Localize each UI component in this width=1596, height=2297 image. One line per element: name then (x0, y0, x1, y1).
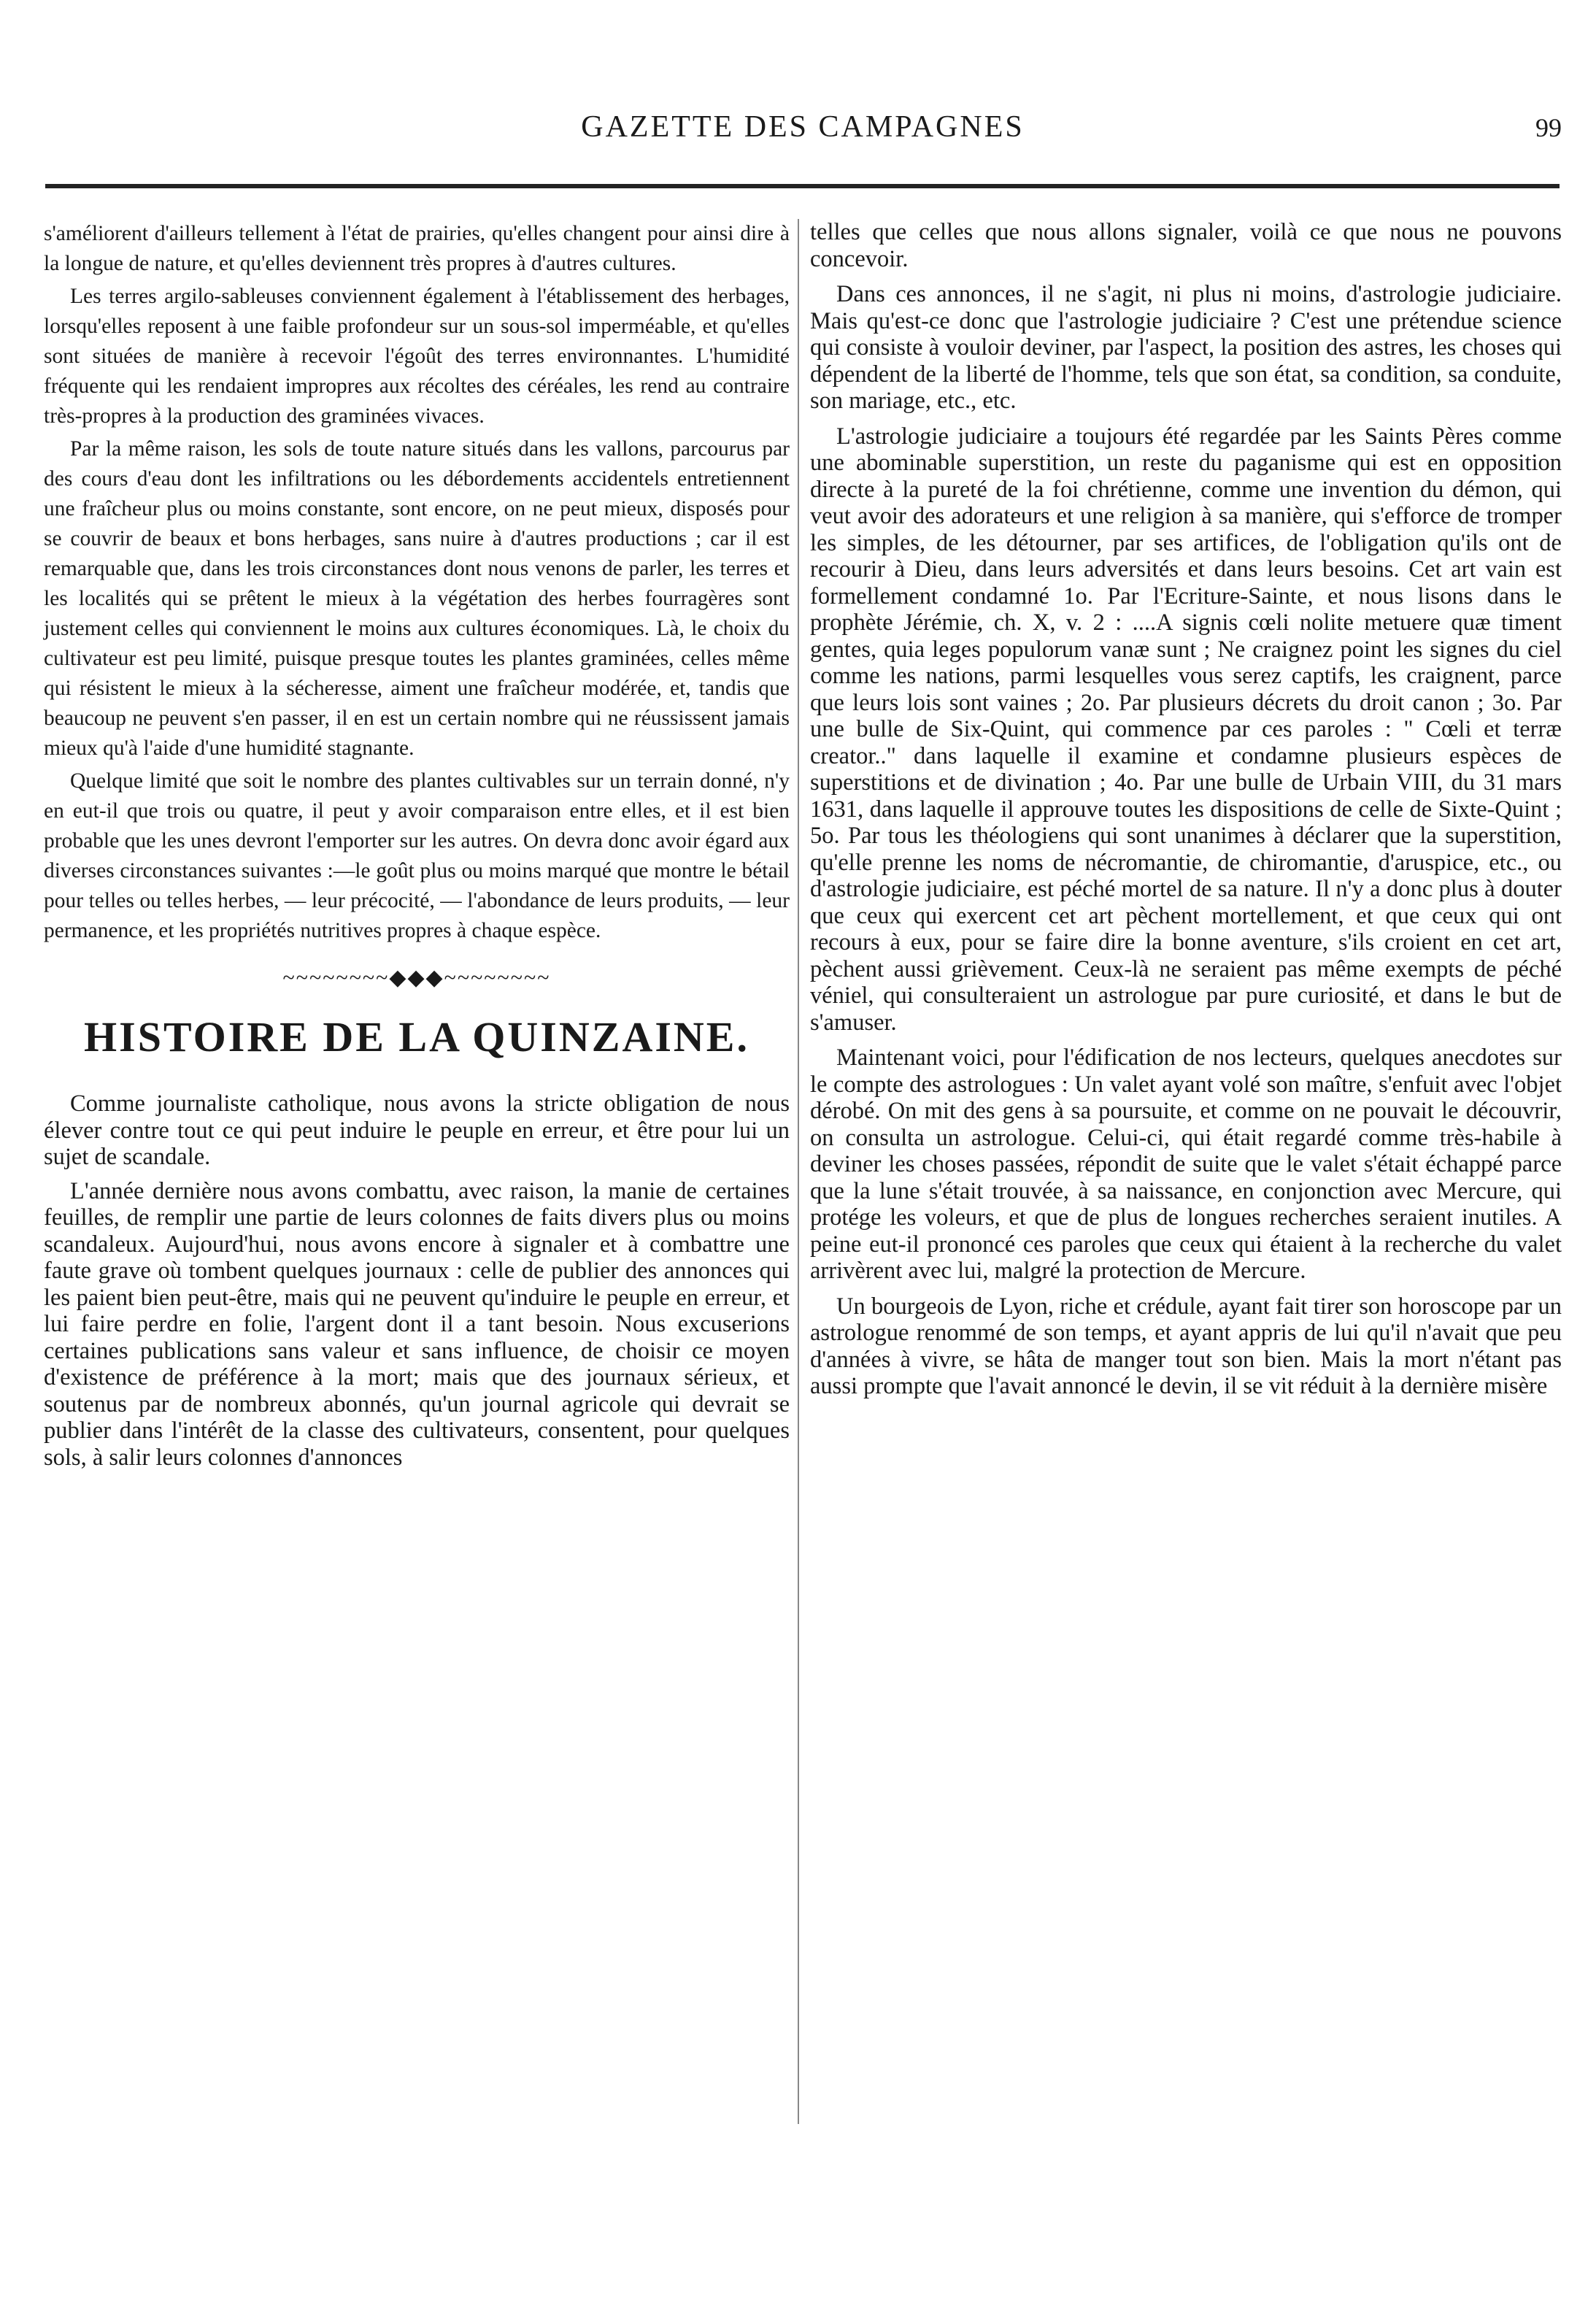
paragraph: Les terres argilo-sableuses conviennent également à l'établissement des herbages, lorsqu'elles reposent à une faible profondeur sur un sous-sol imperméable, et qu'elles sont situées de manière à recevoir l'égoût des terres environnantes. L'humidité fréquente qui les rendaient impropres aux récoltes des céréales, les rend au contraire très-propres à la production des graminées vivaces. (44, 285, 790, 428)
paragraph: Maintenant voici, pour l'édification de nos lecteurs, quelques anecdotes sur le compte des astrologues : Un valet ayant volé son maître, s'enfuit avec l'objet dérobé. On mit des gens à sa poursuite, et comme on ne pouvait le découvrir, on consulta un astrologue. Celui-ci, qui était regardé comme très-habile à deviner les choses passées, répondit de suite que le valet s'était échappé parce que la lune s'était trouvée, à sa naissance, en conjonction avec Mercure, qui protége les voleurs, et que de plus de longues recherches seraient inutiles. A peine eut-il prononcé ces paroles que ceux qui étaient à la recherche du valet arrivèrent avec lui, malgré la protection de Mercure. (810, 1044, 1562, 1284)
running-title: GAZETTE DES CAMPAGNES (581, 110, 1025, 144)
header-rule (45, 184, 1560, 188)
paragraph: Quelque limité que soit le nombre des plantes cultivables sur un terrain donné, n'y en eut-il que trois ou quatre, il peut y avoir comparaison entre elles, et il est bien probable que les unes devront l'emporter sur les autres. On devra donc avoir égard aux diverses circonstances suivantes :—le goût plus ou moins marqué que montre le bétail pour telles ou telles herbes, — leur précocité, — l'abondance de leurs produits, — leur permanence, et les propriétés nutritives propres à chaque espèce. (44, 769, 790, 942)
page-header (44, 109, 1562, 153)
paragraph: Un bourgeois de Lyon, riche et crédule, ayant fait tirer son horoscope par un astrologue renommé de son temps, et ayant appris de lui qu'il n'avait que peu d'années à vivre, se hâta de manger tout son bien. Mais la mort n'étant pas aussi prompte que l'avait annoncé le devin, il se vit réduit à la dernière misère (810, 1293, 1562, 1399)
left-column (44, 219, 790, 1471)
paragraph: telles que celles que nous allons signaler, voilà ce que nous ne pouvons concevoir. (810, 219, 1562, 272)
chronicle-article (44, 1090, 790, 1471)
paragraph: L'année dernière nous avons combattu, avec raison, la manie de certaines feuilles, de remplir une partie de leurs colonnes de faits divers plus ou moins scandaleux. Aujourd'hui, nous avons encore à signaler et à combattre une faute grave où tombent quelques journaux : celle de publier des annonces qui les paient bien peut-être, mais qui ne peuvent qu'induire le peuple en erreur, et lui faire perdre en folie, l'argent dont il a tant besoin. Nous excuserions certaines publications sans valeur et sans influence, de choisir ce moyen d'existence de préférence à la mort; mais que des journaux sérieux, et soutenus par de nombreux abonnés, qu'un journal agricole qui devrait se publier dans l'intérêt de la classe des cultivateurs, consentent, pour quelques sols, à salir leurs colonnes d'annonces (44, 1177, 790, 1471)
paragraph: Par la même raison, les sols de toute nature situés dans les vallons, parcourus par des cours d'eau dont les infiltrations ou les débordements accidentels entretiennent une fraîcheur plus ou moins constante, sont encore, on ne peut mieux, disposés pour se couvrir de beaux et bons herbages, sans nuire à d'autres productions ; car il est remarquable que, dans les trois circonstances dont nous venons de parler, les terres et les localités qui se prêtent le mieux à la végétation des herbes fourragères sont justement celles qui conviennent le moins aux cultures économiques. Là, le choix du cultivateur est peu limité, puisque presque toutes les plantes graminées, celles même qui résistent le mieux à la sécheresse, aiment une fraîcheur modérée, et, tandis que beaucoup ne peuvent s'en passer, il en est un certain nombre qui ne réussissent jamais mieux qu'à l'aide d'une humidité stagnante. (44, 437, 790, 760)
paragraph: s'améliorent d'ailleurs tellement à l'état de prairies, qu'elles changent pour ainsi dire à la longue de nature, et qu'elles deviennent très propres à d'autres cultures. (44, 222, 790, 275)
ornament-divider: ~~~~~~~~◆◆◆~~~~~~~~ (282, 966, 551, 990)
agriculture-article (44, 219, 790, 946)
paragraph: Comme journaliste catholique, nous avons la stricte obligation de nous élever contre tout ce qui peut induire le peuple en erreur, et être pour lui un sujet de scandale. (44, 1090, 790, 1170)
column-divider (798, 219, 799, 2124)
section-title: HISTOIRE DE LA QUINZAINE. (84, 1013, 749, 1061)
right-column (810, 219, 1562, 1400)
paragraph: L'astrologie judiciaire a toujours été regardée par les Saints Pères comme une abominable superstition, un reste du paganisme qui est en opposition directe à la pureté de la foi chrétienne, comme une invention du démon, qui veut avoir des adorateurs et une religion à sa manière, qui s'efforce de tromper les simples, de les détourner, par ses artifices, de l'obligation qu'ils ont de recourir à Dieu, dans leurs adversités et dans leurs besoins. Cet art vain est formellement condamné 1o. Par l'Ecriture-Sainte, et nous lisons dans le prophète Jérémie, ch. X, v. 2 : ....A signis cœli nolite metuere quæ timent gentes, quia leges populorum vanæ sunt ; Ne craignez point les signes du ciel comme les nations, parmi lesquelles vous serez captifs, les craignent, parce que leurs lois sont vaines ; 2o. Par plusieurs décrets du droit canon ; 3o. Par une bulle de Six-Quint, qui commence par ces paroles : " Cœli et terræ creator.." dans laquelle il examine et condamne plusieurs espèces de superstitions et de divination ; 4o. Par une bulle de Urbain VIII, du 31 mars 1631, dans laquelle il approuve toutes les dispositions de celle de Sixte-Quint ; 5o. Par tous les théologiens qui sont unanimes à déclarer que la superstition, qu'elle prenne les noms de nécromantie, de chiromantie, d'aruspice, etc., ou d'astrologie judiciaire, est péché mortel de sa nature. Il n'y a donc plus à douter que ceux qui exercent cet art pèchent mortellement, et que ceux qui ont recours à eux, pour se faire dire la bonne aventure, s'ils croient en cet art, pèchent aussi grièvement. Ceux-là ne seraient pas même exempts de péché véniel, qui consulteraient un astrologue par pure curiosité, et dans le but de s'amuser. (810, 423, 1562, 1036)
paragraph: Dans ces annonces, il ne s'agit, ni plus ni moins, d'astrologie judiciaire. Mais qu'est-ce donc que l'astrologie judiciaire ? C'est une prétendue science qui consiste à vouloir deviner, par l'aspect, la position des astres, les choses qui dépendent de la liberté de l'homme, tels que son état, sa condition, sa conduite, son mariage, etc., etc. (810, 281, 1562, 414)
page-number: 99 (1535, 113, 1562, 142)
